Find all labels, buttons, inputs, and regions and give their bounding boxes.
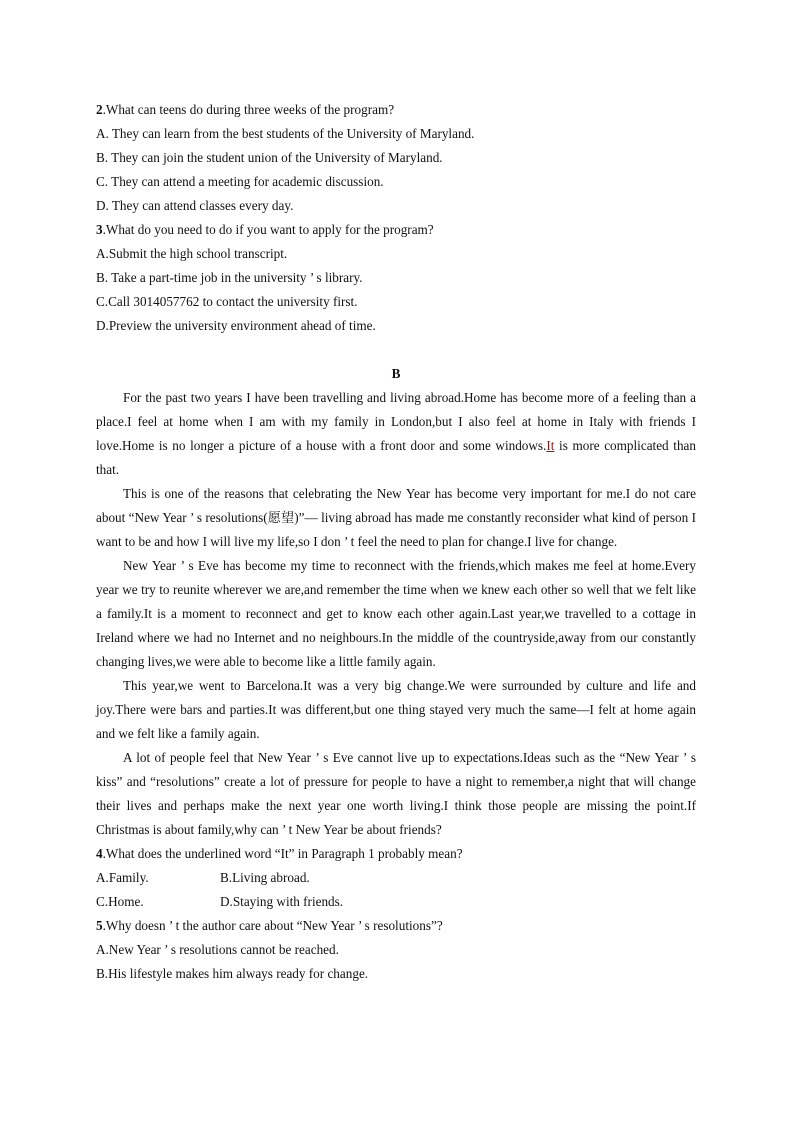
question-4-option-b: B.Living abroad. — [220, 870, 310, 885]
question-2 — [96, 98, 696, 122]
passage-paragraph-4: This year,we went to Barcelona.It was a very big change.We were surrounded by culture and life and joy.There were bars and parties.It was different,but one thing stayed very much the same—I felt at home again and we felt like a family again. — [96, 678, 696, 741]
question-4-text: .What does the underlined word “It” in Paragraph 1 probably mean? — [102, 846, 463, 861]
question-2-option-c: C. They can attend a meeting for academic discussion. — [96, 174, 384, 189]
question-2-option-b: B. They can join the student union of the University of Maryland. — [96, 150, 443, 165]
question-5-option-b: B.His lifestyle makes him always ready for change. — [96, 966, 369, 981]
passage-paragraph-5: A lot of people feel that New Year ’ s Eve cannot live up to expectations.Ideas such as the “New Year ’ s kiss” and “resolutions” create a lot of pressure for people to have a night to remember,a night that will change their lives and perhaps make the next year one worth living.I think those people are missing the point.If Christmas is about family,why can ’ t New Year be about friends? — [96, 750, 696, 837]
question-2-option-d: D. They can attend classes every day. — [96, 198, 294, 213]
paragraph-1-text-start: For the past two years I have been travelling and living abroad.Home has become more of a feeling than a place.I feel at home when I am with my family in London,but I also feel at home in Italy with friends I love.Home is no longer a picture of a house with a front door and some windows. — [96, 390, 696, 453]
question-5 — [96, 914, 696, 938]
question-2-option-a: A. They can learn from the best students of the University of Maryland. — [96, 126, 475, 141]
underlined-word-it: It — [546, 438, 555, 453]
question-3-option-a: A.Submit the high school transcript. — [96, 246, 288, 261]
section-b-title: B — [391, 366, 401, 381]
question-2-text: .What can teens do during three weeks of the program? — [102, 102, 395, 117]
question-4-option-d: D.Staying with friends. — [220, 894, 344, 909]
question-4-option-a: A.Family. — [96, 870, 149, 885]
question-3-option-b: B. Take a part-time job in the university ’ s library. — [96, 270, 363, 285]
question-4-number: 4 — [96, 846, 103, 861]
document-page — [96, 98, 696, 986]
question-4-option-c: C.Home. — [96, 894, 144, 909]
question-3 — [96, 218, 696, 242]
question-2-number: 2 — [96, 102, 103, 117]
passage-paragraph-2: This is one of the reasons that celebrating the New Year has become very important for me.I do not care about “New Year ’ s resolutions(愿望)”— living abroad has made me constantly reconsider what kind of person I want to be and how I will live my life,so I don ’ t feel the need to plan for change.I live for change. — [96, 486, 696, 549]
question-5-number: 5 — [96, 918, 103, 933]
passage-paragraph-1 — [96, 386, 696, 482]
question-3-option-d: D.Preview the university environment ahead of time. — [96, 318, 376, 333]
passage-paragraph-3: New Year ’ s Eve has become my time to reconnect with the friends,which makes me feel at home.Every year we try to reunite wherever we are,and remember the time when we knew each other so well that we felt like a family.It is a moment to reconnect and get to know each other again.Last year,we travelled to a cottage in Ireland where we had no Internet and no neighbours.In the middle of the countryside,away from our constantly changing lives,we were able to become like a little family again. — [96, 558, 696, 669]
question-4 — [96, 842, 696, 866]
question-4-options-row-1 — [96, 866, 696, 890]
question-3-text: .What do you need to do if you want to apply for the program? — [102, 222, 434, 237]
question-3-option-c: C.Call 3014057762 to contact the university first. — [96, 294, 358, 309]
paragraph-1-text-end: is more complicated than that. — [96, 438, 696, 477]
question-5-text: .Why doesn ’ t the author care about “New Year ’ s resolutions”? — [102, 918, 443, 933]
question-3-number: 3 — [96, 222, 103, 237]
question-4-options-row-2 — [96, 890, 696, 914]
question-5-option-a: A.New Year ’ s resolutions cannot be reached. — [96, 942, 339, 957]
